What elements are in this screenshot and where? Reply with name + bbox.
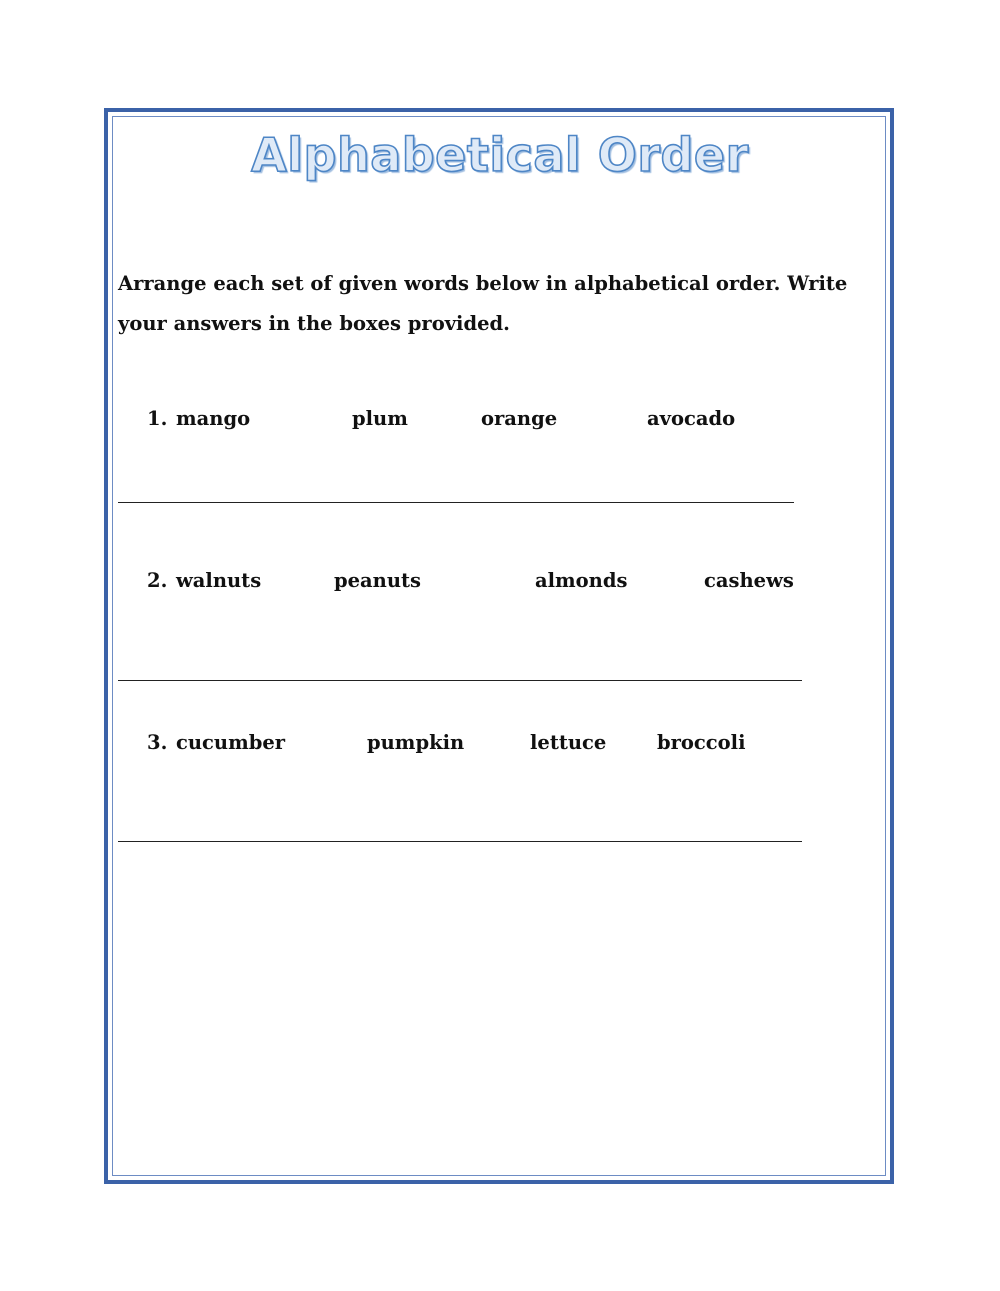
question-2-answer-line[interactable] — [118, 680, 802, 681]
question-2-number: 2. — [147, 569, 168, 592]
question-3-answer-line[interactable] — [118, 841, 802, 842]
question-1-word-1: mango — [176, 407, 251, 430]
question-1-number: 1. — [147, 407, 168, 430]
question-1-word-4: avocado — [647, 407, 736, 430]
question-3-word-2: pumpkin — [367, 731, 465, 754]
question-3-word-1: cucumber — [176, 731, 286, 754]
question-1-word-2: plum — [352, 407, 408, 430]
question-2-word-1: walnuts — [176, 569, 262, 592]
question-3-word-3: lettuce — [530, 731, 607, 754]
worksheet-title: Alphabetical Order — [251, 128, 749, 182]
question-2-word-4: cashews — [704, 569, 794, 592]
instructions-text: Arrange each set of given words below in alphabetical order. Write your answers in the boxes provided. — [118, 272, 848, 335]
question-3-word-4: broccoli — [657, 731, 746, 754]
question-3-number: 3. — [147, 731, 168, 754]
question-1-word-3: orange — [481, 407, 558, 430]
question-1-answer-line[interactable] — [118, 502, 794, 503]
question-2-word-3: almonds — [535, 569, 628, 592]
question-2-word-2: peanuts — [334, 569, 422, 592]
